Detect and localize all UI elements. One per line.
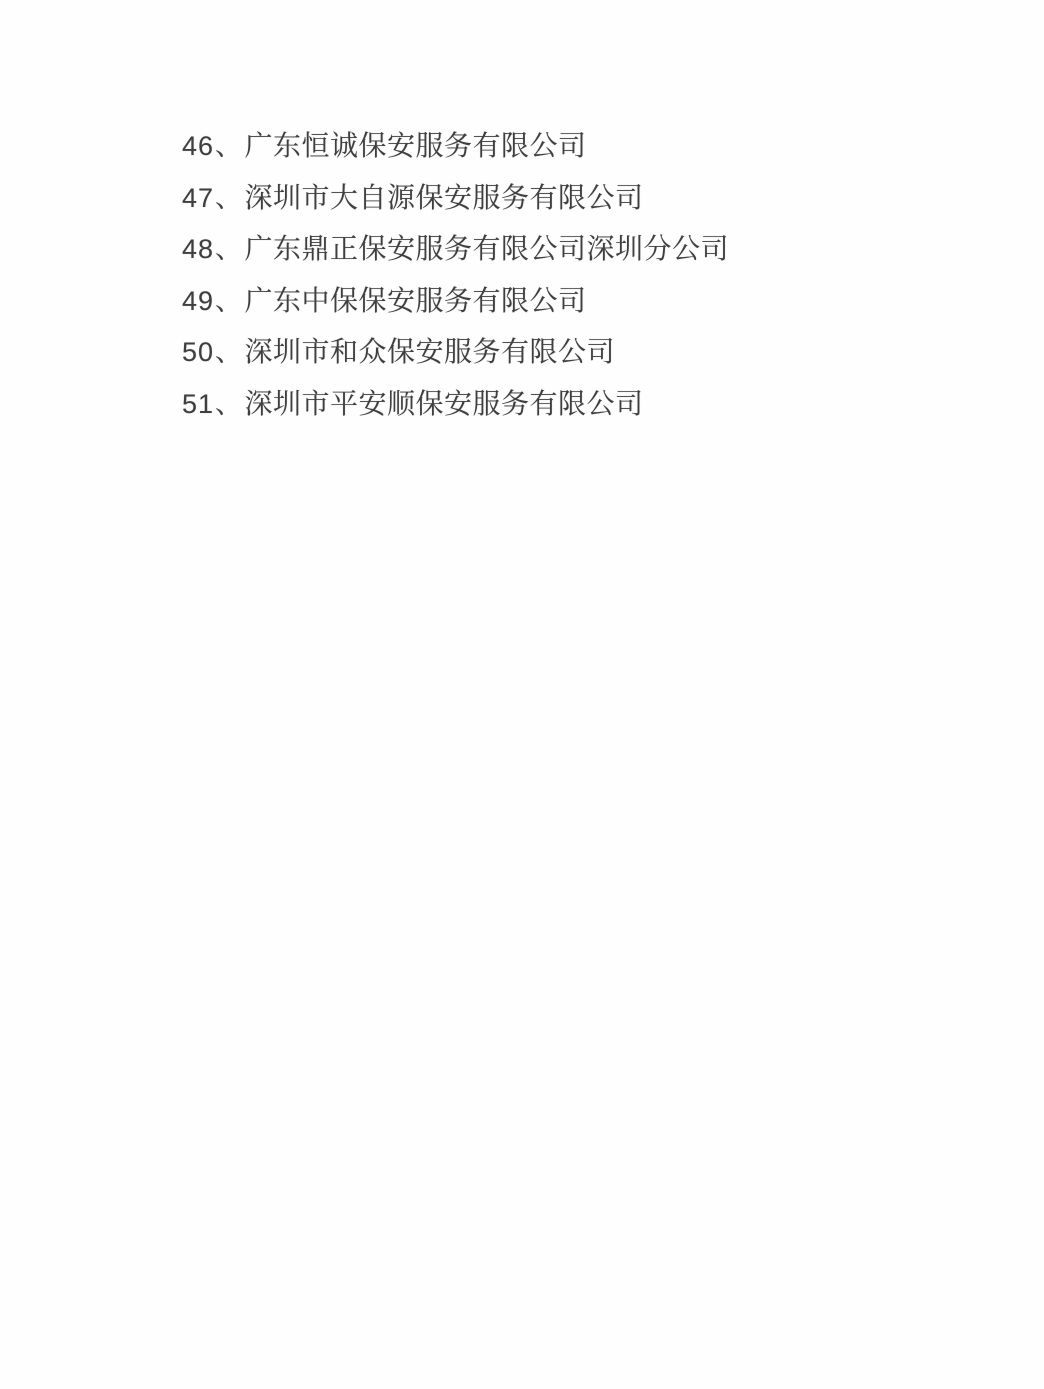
list-item-company-name: 广东鼎正保安服务有限公司深圳分公司 <box>244 234 730 266</box>
list-item <box>182 379 984 431</box>
list-item-separator: 、 <box>215 388 243 419</box>
list-item <box>182 121 984 173</box>
list-item <box>182 173 984 225</box>
list-item <box>182 327 984 379</box>
list-item <box>182 224 984 276</box>
list-item-number: 51 <box>182 388 215 419</box>
list-item-number: 47 <box>182 182 215 213</box>
list-item-company-name: 广东中保保安服务有限公司 <box>244 285 587 317</box>
list-item-company-name: 深圳市和众保安服务有限公司 <box>244 337 616 369</box>
list-item-number: 50 <box>182 337 215 368</box>
list-item-separator: 、 <box>215 131 243 161</box>
list-item-separator: 、 <box>215 182 243 213</box>
list-item-number: 48 <box>182 234 215 265</box>
list-item-company-name: 深圳市平安顺保安服务有限公司 <box>244 388 644 420</box>
list-item-company-name: 广东恒诚保安服务有限公司 <box>244 131 587 162</box>
list-item-number: 46 <box>182 131 215 161</box>
list-item-separator: 、 <box>215 234 243 265</box>
list-item <box>182 276 984 328</box>
company-list <box>182 121 984 431</box>
list-item-separator: 、 <box>215 285 243 316</box>
list-item-number: 49 <box>182 285 215 316</box>
list-item-separator: 、 <box>215 337 243 368</box>
list-item-company-name: 深圳市大自源保安服务有限公司 <box>244 182 644 214</box>
